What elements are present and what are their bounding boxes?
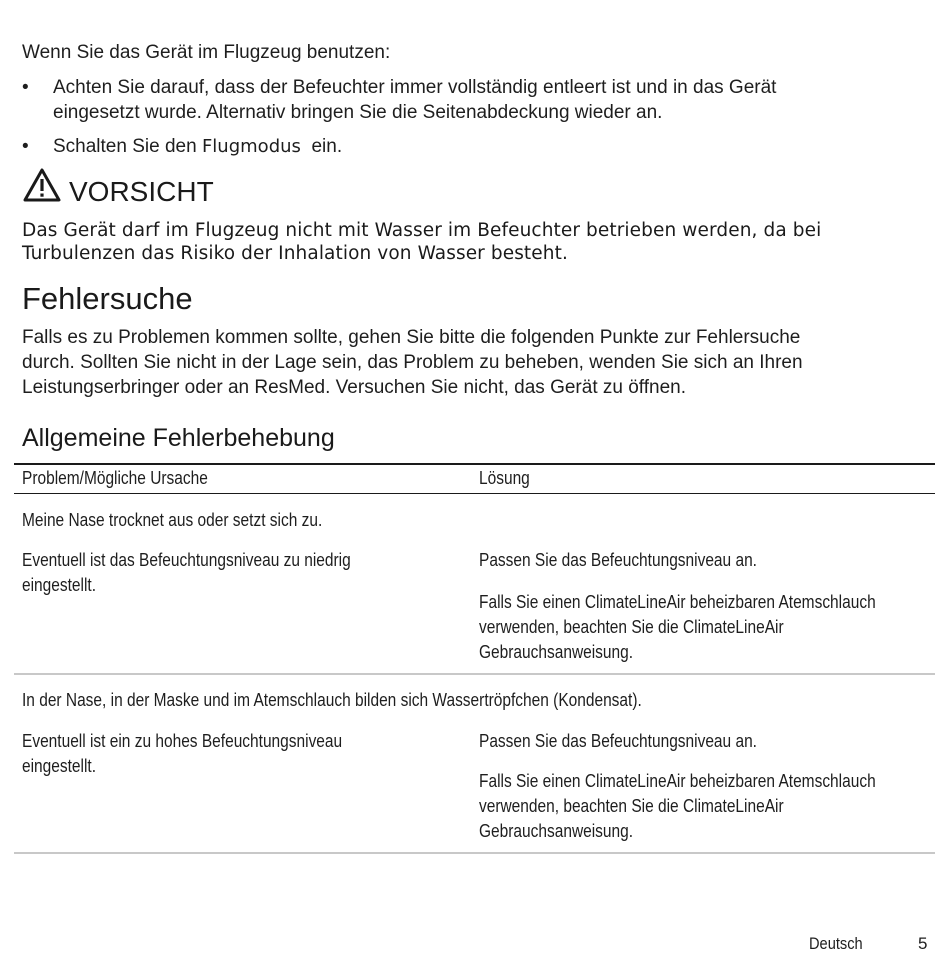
solution-line: Falls Sie einen ClimateLineAir beheizbaren Atemschlauch (479, 592, 876, 612)
bullet-text-line: eingesetzt wurde. Alternativ bringen Sie die Seitenabdeckung wieder an. (53, 102, 663, 123)
bullet-text-after: ein. (300, 136, 343, 157)
table-solution-cell (479, 590, 940, 665)
bullet-text-line: Achten Sie darauf, dass der Befeuchter immer vollständig entleert ist und in das Gerät (53, 77, 777, 98)
solution-line: Passen Sie das Befeuchtungsniveau an. (479, 731, 757, 751)
cause-line: Eventuell ist ein zu hohes Befeuchtungsniveau (22, 731, 343, 751)
footer-language: Deutsch (809, 934, 863, 953)
solution-line: Passen Sie das Befeuchtungsniveau an. (479, 550, 757, 570)
table-cause-cell (22, 729, 394, 779)
caution-title: VORSICHT (69, 176, 214, 207)
cause-line: eingestellt. (22, 756, 97, 776)
flugmodus-term: Flugmodus (201, 136, 301, 157)
caution-text-line: Das Gerät darf im Flugzeug nicht mit Wasser im Befeuchter betrieben werden, da bei (22, 220, 822, 241)
table-header-rule (14, 493, 935, 494)
bullet-text-before: Schalten Sie den (53, 136, 202, 157)
cause-line: Eventuell ist das Befeuchtungsniveau zu niedrig (22, 550, 351, 570)
paragraph-line: Falls es zu Problemen kommen sollte, gehen Sie bitte die folgenden Punkte zur Fehlersuche (22, 327, 801, 348)
paragraph-line: durch. Sollten Sie nicht in der Lage sein, das Problem zu beheben, wenden Sie sich an Ihren (22, 352, 803, 373)
table-bottom-rule (14, 852, 935, 854)
subsection-title: Allgemeine Fehlerbehebung (22, 424, 335, 452)
table-solution-cell (479, 548, 802, 573)
cause-line: eingestellt. (22, 575, 97, 595)
section-paragraph (22, 325, 937, 400)
table-header-problem: Problem/Mögliche Ursache (22, 468, 208, 488)
solution-line: Falls Sie einen ClimateLineAir beheizbaren Atemschlauch (479, 771, 876, 791)
caution-text-line: Turbulenzen das Risiko der Inhalation von Wasser besteht. (22, 243, 568, 264)
bullet-symbol: • (22, 136, 29, 157)
caution-text (22, 219, 932, 265)
bullet-text (53, 75, 913, 125)
bullet-symbol: • (22, 77, 29, 98)
paragraph-line: Leistungserbringer oder an ResMed. Versuchen Sie nicht, das Gerät zu öffnen. (22, 377, 686, 398)
table-solution-cell (479, 729, 802, 754)
table-problem-row: Meine Nase trocknet aus oder setzt sich zu. (22, 510, 323, 530)
table-problem-row: In der Nase, in der Maske und im Atemschlauch bilden sich Wassertröpfchen (Kondensat). (22, 690, 642, 710)
solution-line: Gebrauchsanweisung. (479, 821, 634, 841)
warning-triangle-icon (22, 167, 62, 203)
table-row-divider (14, 673, 935, 675)
table-cause-cell (22, 548, 404, 598)
table-header-solution: Lösung (479, 468, 530, 488)
solution-line: Gebrauchsanweisung. (479, 642, 634, 662)
bullet-item (22, 134, 922, 159)
solution-line: verwenden, beachten Sie die ClimateLineAir (479, 617, 784, 637)
solution-line: verwenden, beachten Sie die ClimateLineAir (479, 796, 784, 816)
page-number: 5 (918, 934, 928, 953)
section-title: Fehlersuche (22, 281, 193, 316)
intro-lead: Wenn Sie das Gerät im Flugzeug benutzen: (22, 42, 391, 63)
table-top-rule (14, 463, 935, 465)
bullet-item (22, 75, 922, 125)
bullet-text (53, 134, 913, 159)
table-solution-cell (479, 769, 940, 844)
